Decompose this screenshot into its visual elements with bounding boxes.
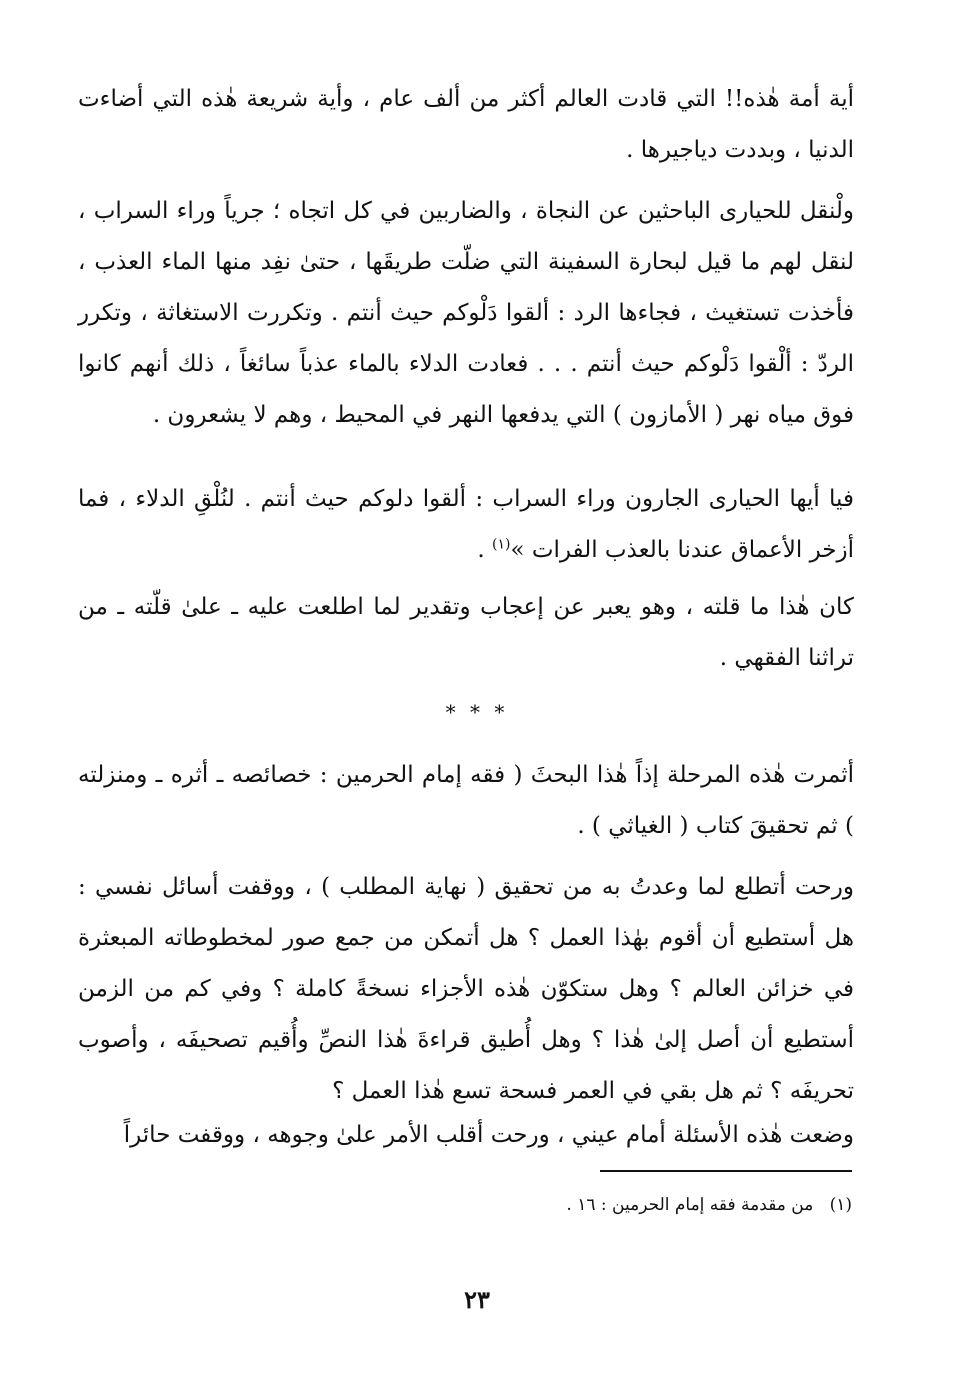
footnote-marker: (١)	[829, 1195, 852, 1215]
paragraph-3-text: فيا أيها الحيارى الجارون وراء السراب : ألقوا دلوكم حيث أنتم . لنُلْقِ الدلاء ، فما أزخر الأعماق عندنا بالعذب الفرات »	[78, 486, 854, 563]
paragraph-2: ولْنقل للحيارى الباحثين عن النجاة ، والضاربين في كل اتجاه ؛ جرياً وراء السراب ، لنقل لهم ما قيل لبحارة السفينة التي ضلّت طريقَها ، حتىٰ نفِد منها الماء العذب ، فأخذت تستغيث ، فجاءها الرد : ألقوا دَلْوكم حيث أنتم . وتكررت الاستغاثة ، وتكرر الردّ : ألْقوا دَلْوكم حيث أنتم . . . فعادت الدلاء بالماء عذباً سائغاً ، ذلك أنهم كانوا فوق مياه نهر ( الأمازون ) التي يدفعها النهر في المحيط ، وهم لا يشعرون .	[78, 198, 855, 428]
paragraph-4: كان هٰذا ما قلته ، وهو يعبر عن إعجاب وتقدير لما اطلعت عليه ـ علىٰ قلّته ـ من تراثنا الفقهي .	[78, 594, 854, 671]
footnote	[300, 1190, 852, 1220]
paragraph-3-end: .	[477, 537, 492, 563]
paragraph-7: وضعت هٰذه الأسئلة أمام عيني ، ورحت أقلب الأمر علىٰ وجوهه ، ووقفت حائراً	[123, 1122, 854, 1148]
paragraph-6: ورحت أتطلع لما وعدتُ به من تحقيق ( نهاية المطلب ) ، ووقفت أسائل نفسي : هل أستطيع أن أقوم بهٰذا العمل ؟ هل أتمكن من جمع صور لمخطوطاته المبعثرة في خزائن العالم ؟ وهل ستكوّن هٰذه الأجزاء نسخةً كاملة ؟ وفي كم من الزمن أستطيع أن أصل إلىٰ هٰذا ؟ وهل أُطيق قراءةَ هٰذا النصِّ وأُقيم تصحيفَه ، وأصوب تحريفَه ؟ ثم هل بقي في العمر فسحة تسع هٰذا العمل ؟	[78, 874, 854, 1104]
footnote-divider	[600, 1170, 852, 1172]
footnote-text: من مقدمة فقه إمام الحرمين : ١٦ .	[566, 1195, 814, 1215]
paragraph-1: أية أمة هٰذه!! التي قادت العالم أكثر من ألف عام ، وأية شريعة هٰذه التي أضاءت الدنيا ، وبددت دياجيرها .	[78, 86, 854, 163]
paragraph-3	[78, 474, 854, 576]
section-separator: * * *	[445, 700, 509, 724]
footnote-reference: (١)	[491, 536, 511, 553]
paragraph-5: أثمرت هٰذه المرحلة إذاً هٰذا البحثَ ( فقه إمام الحرمين : خصائصه ـ أثره ـ ومنزلته ) ثم تحقيقَ كتاب ( الغياثي ) .	[78, 762, 854, 839]
page-number: ٢٣	[464, 1285, 490, 1314]
